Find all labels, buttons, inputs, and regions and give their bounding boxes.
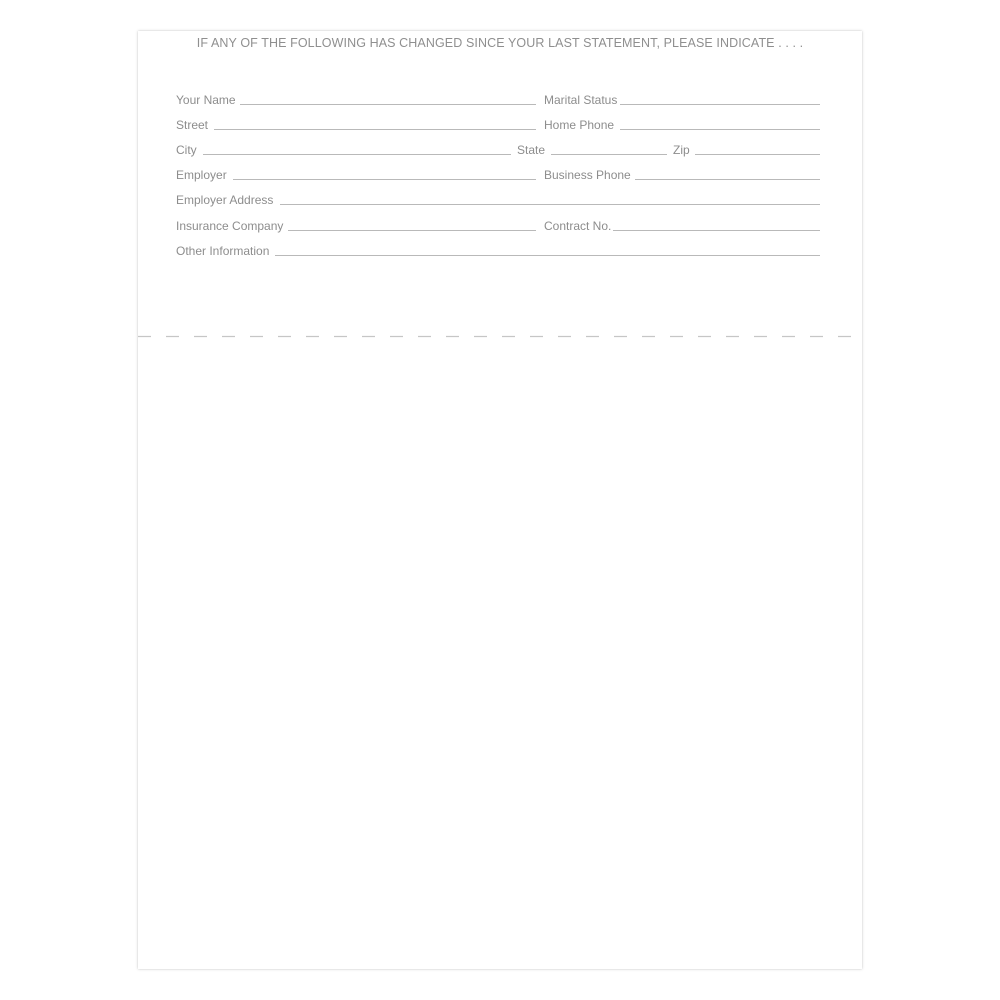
employer-label: Employer [176, 168, 227, 182]
form-heading: IF ANY OF THE FOLLOWING HAS CHANGED SINCE YOUR LAST STATEMENT, PLEASE INDICATE . . . . [196, 36, 804, 50]
insurance-company-label: Insurance Company [176, 219, 284, 233]
business-phone-label: Business Phone [544, 168, 631, 182]
your-name-label: Your Name [176, 93, 236, 107]
state-field[interactable] [551, 154, 667, 155]
insurance-company-field[interactable] [288, 230, 536, 231]
statement-page [138, 31, 862, 969]
city-field[interactable] [203, 154, 511, 155]
zip-label: Zip [673, 143, 690, 157]
marital-status-field[interactable] [620, 104, 820, 105]
city-label: City [176, 143, 197, 157]
street-field[interactable] [214, 129, 536, 130]
home-phone-field[interactable] [620, 129, 820, 130]
business-phone-field[interactable] [635, 179, 820, 180]
contract-no-label: Contract No. [544, 219, 612, 233]
marital-status-label: Marital Status [544, 93, 618, 107]
home-phone-label: Home Phone [544, 118, 615, 132]
other-information-field[interactable] [275, 255, 820, 256]
contract-no-field[interactable] [613, 230, 820, 231]
zip-field[interactable] [695, 154, 820, 155]
perforation-line [138, 335, 862, 338]
employer-field[interactable] [233, 179, 536, 180]
state-label: State [517, 143, 546, 157]
employer-address-label: Employer Address [176, 193, 274, 207]
employer-address-field[interactable] [280, 204, 820, 205]
street-label: Street [176, 118, 209, 132]
other-information-label: Other Information [176, 244, 270, 258]
your-name-field[interactable] [240, 104, 536, 105]
